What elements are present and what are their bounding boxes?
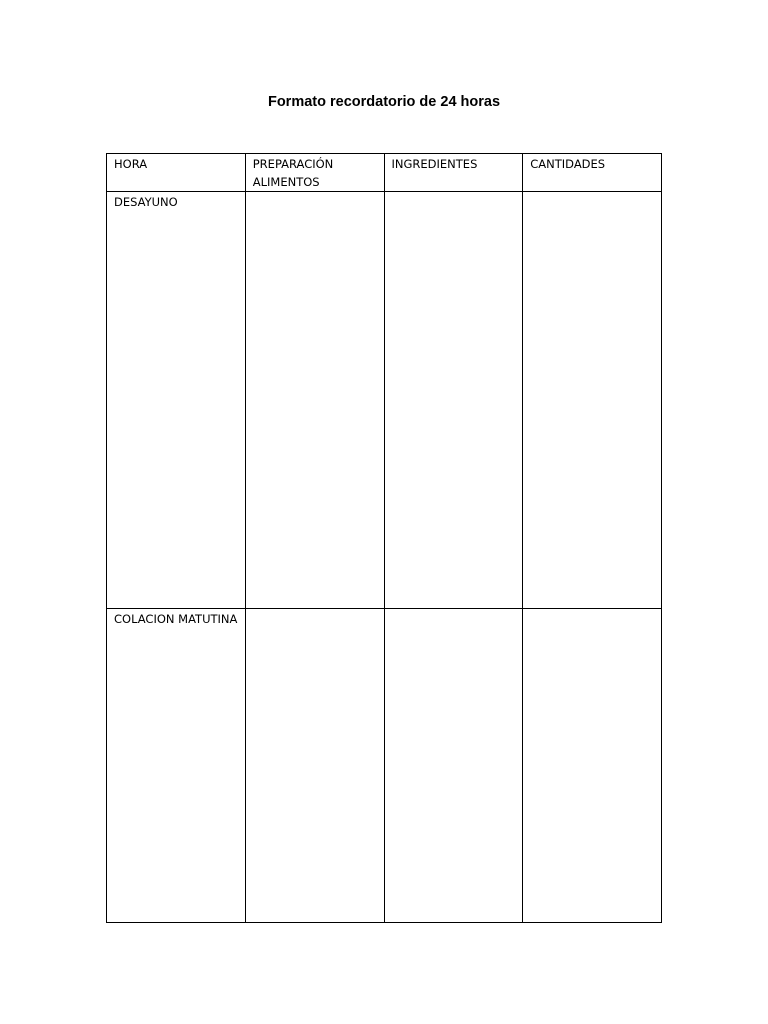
- header-cantidades-label: CANTIDADES: [530, 157, 606, 171]
- cell-ingredientes[interactable]: [384, 609, 523, 923]
- header-hora: [107, 154, 246, 192]
- header-hora-label: HORA: [114, 157, 148, 171]
- food-recall-table: [106, 153, 662, 923]
- header-preparacion-label-line2: ALIMENTOS: [252, 175, 320, 189]
- table-row: [107, 192, 662, 609]
- meal-label: COLACION MATUTINA: [114, 612, 238, 626]
- header-preparacion: [245, 154, 384, 192]
- cell-hora: [107, 192, 246, 609]
- header-preparacion-label-line1: PREPARACIÓN: [252, 157, 334, 171]
- meal-label: DESAYUNO: [114, 195, 178, 209]
- cell-preparacion[interactable]: [245, 192, 384, 609]
- cell-ingredientes[interactable]: [384, 192, 523, 609]
- header-cantidades: [523, 154, 662, 192]
- cell-preparacion[interactable]: [245, 609, 384, 923]
- table-row: [107, 609, 662, 923]
- header-ingredientes: [384, 154, 523, 192]
- document-title: Formato recordatorio de 24 horas: [267, 94, 501, 110]
- header-ingredientes-label: INGREDIENTES: [391, 157, 478, 171]
- cell-cantidades[interactable]: [523, 609, 662, 923]
- table-header-row: [107, 154, 662, 192]
- cell-hora: [107, 609, 246, 923]
- cell-cantidades[interactable]: [523, 192, 662, 609]
